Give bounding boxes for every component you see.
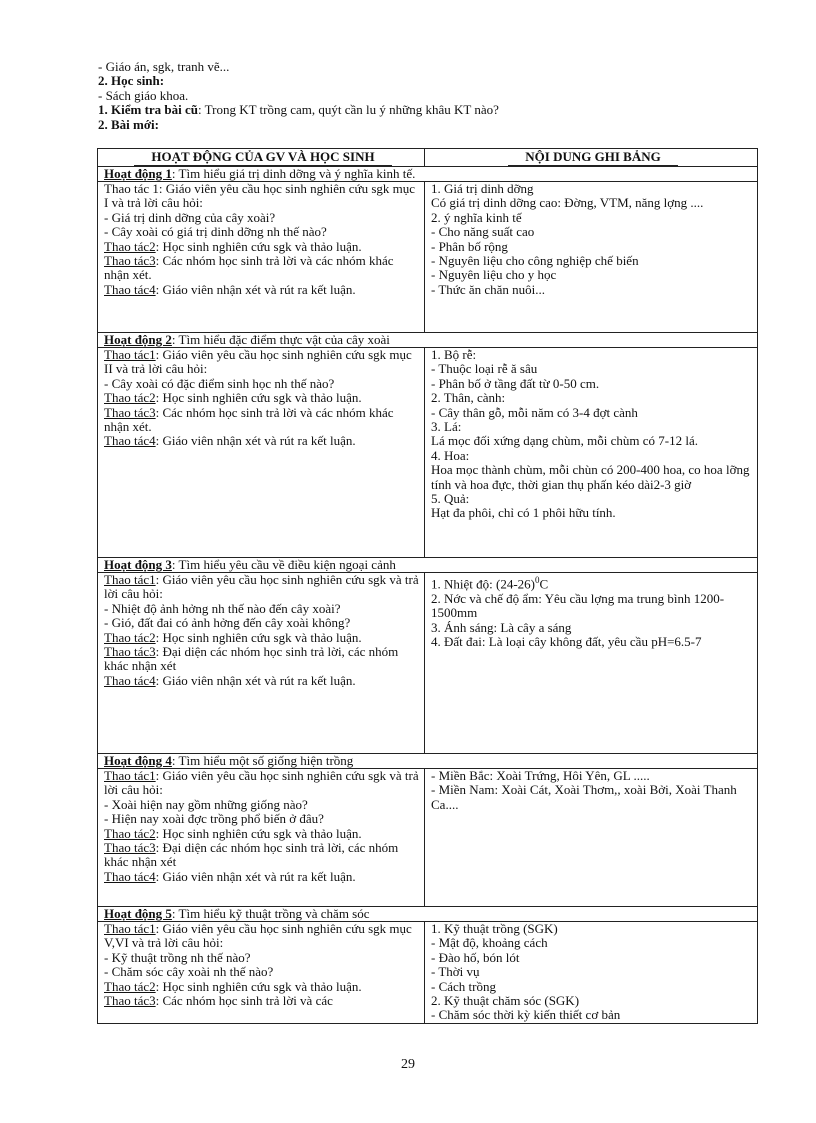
section-title-4: Hoạt động 4: Tìm hiểu một số giống hiện trồng [98,754,758,769]
review-label: 1. Kiểm tra bài cũ [98,102,199,118]
header-left-cell [98,149,425,167]
section-3-notes: 1. Nhiệt độ: $(24-26)^0C$ 2. Nớc và chế độ ẩm: Yêu cầu lợng ma trung bình 1200-1500mm 3. Ánh sáng: Là cây a sáng 4. Đất đai: Là loại cây không đất, yêu cầu pH=6.5-7 [425,573,758,754]
intro-line-textbook: - Sách giáo khoa. [98,87,189,103]
intro-students-heading: 2. Học sinh: [98,73,165,89]
section-body-row [98,182,758,333]
section-4-activities: Thao tác1: Giáo viên yêu cầu học sinh nghiên cứu sgk và trả lời câu hỏi: - Xoài hiện nay gồm những giống nào? - Hiện nay xoài đợc trồng phổ biến ở đâu? Thao tác2: Học sinh nghiên cứu sgk và thảo luận. Thao tác3: Đại diện các nhóm học sinh trả lời, các nhóm khác nhận xét Thao tác4: Giáo viên nhận xét và rút ra kết luận. [98,769,425,907]
section-title-row [98,754,758,769]
section-4-notes: - Miền Bắc: Xoài Trứng, Hôi Yên, GL ..... - Miền Nam: Xoài Cát, Xoài Thơm,, xoài Bởi, Xoài Thanh Ca.... [425,769,758,907]
section-title-5: Hoạt động 5: Tìm hiểu kỹ thuật trồng và chăm sóc [98,907,758,922]
section-title-row [98,907,758,922]
section-3-activities: Thao tác1: Giáo viên yêu cầu học sinh nghiên cứu sgk và trả lời câu hỏi: - Nhiệt độ ảnh hởng nh thế nào đến cây xoài? - Gió, đất đai có ảnh hởng đến cây xoài không? Thao tác2: Học sinh nghiên cứu sgk và thảo luận. Thao tác3: Đại diện các nhóm học sinh trả lời, các nhóm khác nhận xét Thao tác4: Giáo viên nhận xét và rút ra kết luận. [98,573,425,754]
header-right-cell [425,149,758,167]
section-body-row [98,573,758,754]
intro-review-question [98,103,738,117]
table-header-row [98,149,758,167]
temperature-line: 1. Nhiệt độ: $(24-26)^0C$ [431,575,549,592]
section-2-notes: 1. Bộ rễ: - Thuộc loại rễ ă sâu - Phân bố ở tầng đất từ 0-50 cm. 2. Thân, cành: - Cây thân gỗ, mỗi năm có 3-4 đợt cành 3. Lá: Lá mọc đối xứng dạng chùm, mỗi chùm có 7-12 lá. 4. Hoa: Hoa mọc thành chùm, mỗi chùn có 200-400 hoa, co hoa lỡng tính và hoa đực, thời gian thụ phấn kéo dài2-3 giờ 5. Quả: Hạt đa phôi, chỉ có 1 phôi hữu tính. [425,348,758,558]
intro-block [98,60,738,132]
page-number: 29 [401,1057,415,1072]
section-title-row [98,333,758,348]
section-2-activities: Thao tác1: Giáo viên yêu cầu học sinh nghiên cứu sgk mục II và trả lời câu hỏi: - Cây xoài có đặc điểm sinh học nh thế nào? Thao tác2: Học sinh nghiên cứu sgk và thảo luận. Thao tác3: Các nhóm học sinh trả lời và các nhóm khác nhận xét. Thao tác4: Giáo viên nhận xét và rút ra kết luận. [98,348,425,558]
lesson-table [97,148,758,1024]
section-5-activities: Thao tác1: Giáo viên yêu cầu học sinh nghiên cứu sgk mục V,VI và trả lời câu hỏi: - Kỹ thuật trồng nh thế nào? - Chăm sóc cây xoài nh thế nào? Thao tác2: Học sinh nghiên cứu sgk và thảo luận. Thao tác3: Các nhóm học sinh trả lời và các [98,922,425,1024]
section-title-2: Hoạt động 2: Tìm hiểu đặc điểm thực vật của cây xoài [98,333,758,348]
section-1-notes: 1. Giá trị dinh dỡng Có giá trị dinh dỡng cao: Đờng, VTM, năng lợng .... 2. ý nghĩa kinh tế - Cho năng suất cao - Phân bố rộng - Nguyên liệu cho công nghiệp chế biến - Nguyên liệu cho y học - Thức ăn chăn nuôi... [425,182,758,333]
section-1-activities: Thao tác 1: Giáo viên yêu cầu học sinh nghiên cứu sgk mục I và trả lời câu hỏi: - Giá trị dinh dỡng của cây xoài? - Cây xoài có giá trị dinh dỡng nh thế nào? Thao tác2: Học sinh nghiên cứu sgk và thảo luận. Thao tác3: Các nhóm học sinh trả lời và các nhóm khác nhận xét. Thao tác4: Giáo viên nhận xét và rút ra kết luận. [98,182,425,333]
header-right-text: NỘI DUNG GHI BẢNG [508,149,678,166]
section-title-3: Hoạt động 3: Tìm hiểu yêu cầu về điều kiện ngoại cảnh [98,558,758,573]
section-body-row [98,348,758,558]
section-title-1: Hoạt động 1: Tìm hiểu giá trị dinh dỡng và ý nghĩa kinh tế. [98,167,758,182]
section-title-row [98,558,758,573]
section-body-row [98,922,758,1024]
intro-line-materials: - Giáo án, sgk, tranh vẽ... [98,59,230,74]
section-title-row [98,167,758,182]
section-body-row [98,769,758,907]
section-5-notes: 1. Kỹ thuật trồng (SGK) - Mật độ, khoảng cách - Đào hố, bón lót - Thời vụ - Cách trồng 2. Kỹ thuật chăm sóc (SGK) - Chăm sóc thời kỳ kiến thiết cơ bản [425,922,758,1024]
header-left-text: HOẠT ĐỘNG CỦA GV VÀ HỌC SINH [134,149,392,166]
intro-new-lesson-heading: 2. Bài mới: [98,116,160,132]
review-text: : Trong KT trồng cam, quýt cần lu ý những khâu KT nào? [198,102,499,118]
